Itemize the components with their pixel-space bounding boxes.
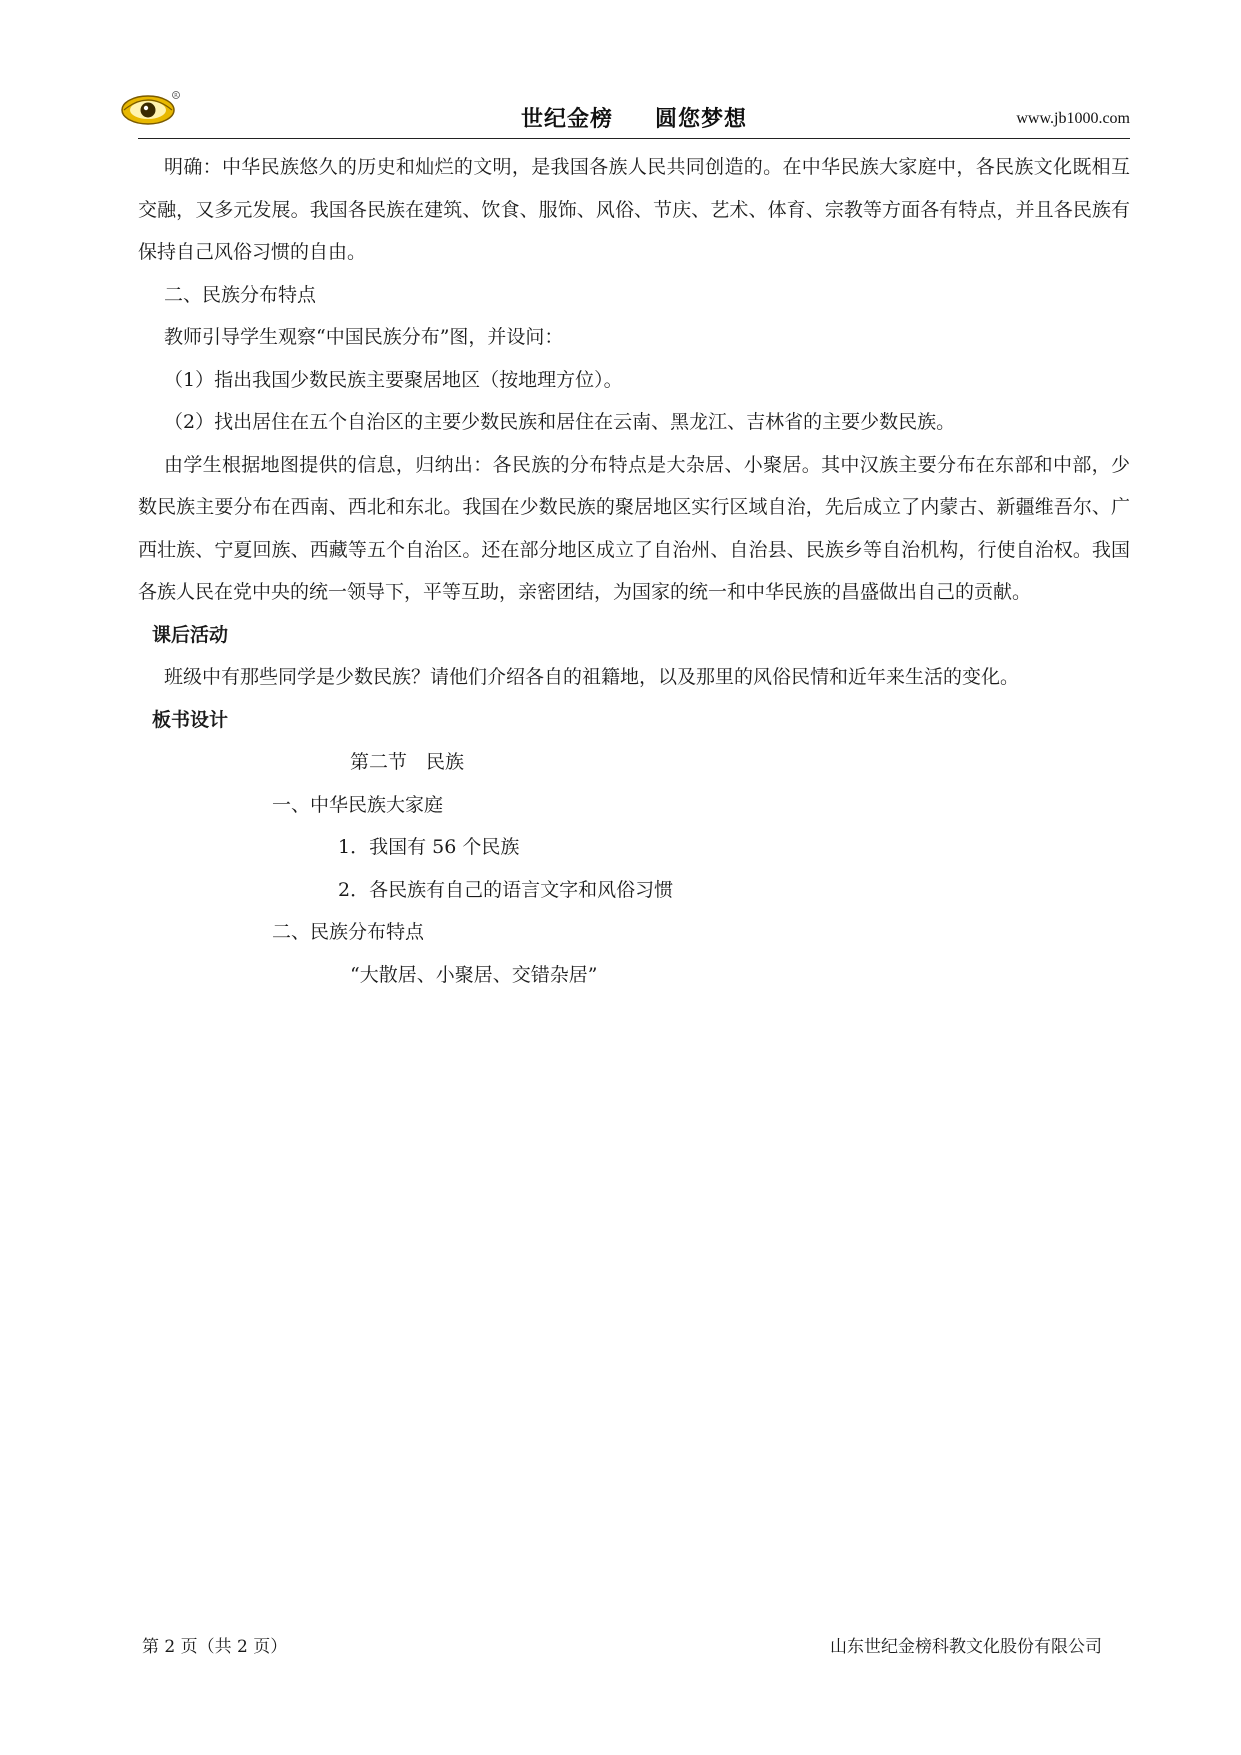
board-item-2: 二、民族分布特点 <box>272 921 425 943</box>
section-2-title: 二、民族分布特点 <box>164 283 317 306</box>
board-item-1: 一、中华民族大家庭 <box>272 793 444 816</box>
footer-page-info: 第 2 页（共 2 页） <box>142 1637 288 1657</box>
board-item-1-1: 1．我国有 56 个民族 <box>338 836 520 858</box>
after-class-heading: 课后活动 <box>152 623 229 646</box>
paragraph-teacher-guide: 教师引导学生观察“中国民族分布”图，并设问： <box>164 326 564 348</box>
header-title-brand: 世纪金榜 <box>520 107 613 132</box>
footer-company: 山东世纪金榜科教文化股份有限公司 <box>830 1637 1102 1657</box>
header-url: www.jb1000.com <box>1016 110 1130 127</box>
board-item-2-1: “大散居、小聚居、交错杂居” <box>350 963 598 986</box>
question-2: （2）找出居住在五个自治区的主要少数民族和居住在云南、黑龙江、吉林省的主要少数民族。 <box>164 411 956 433</box>
question-1: （1）指出我国少数民族主要聚居地区（按地理方位）。 <box>164 368 623 391</box>
paragraph-summary: 由学生根据地图提供的信息，归纳出：各民族的分布特点是大杂居、小聚居。其中汉族主要分布在东部和中部，少数民族主要分布在西南、西北和东北。我国在少数民族的聚居地区实行区域自治，先后成立了内蒙古、新疆维吾尔、广西壮族、宁夏回族、西藏等五个自治区。还在部分地区成立了自治州、自治县、民族乡等自治机构，行使自治权。我国各族人民在党中央的统一领导下，平等互助，亲密团结，为国家的统一和中华民族的昌盛做出自己的贡献。 <box>138 453 1130 603</box>
board-title: 第二节 民族 <box>350 751 465 773</box>
document-body <box>138 146 1130 996</box>
header-title-slogan: 圆您梦想 <box>655 107 748 132</box>
svg-text:R: R <box>174 92 178 99</box>
paragraph-clarify: 明确：中华民族悠久的历史和灿烂的文明，是我国各族人民共同创造的。在中华民族大家庭中，各民族文化既相互交融，又多元发展。我国各民族在建筑、饮食、服饰、风俗、节庆、艺术、体育、宗教等方面各有特点，并且各民族有保持自己风俗习惯的自由。 <box>138 156 1130 263</box>
page-header <box>138 86 1130 139</box>
board-item-1-2: 2．各民族有自己的语言文字和风俗习惯 <box>338 878 674 901</box>
header-title <box>138 102 1130 133</box>
board-design-heading: 板书设计 <box>152 708 229 731</box>
after-class-text: 班级中有那些同学是少数民族？请他们介绍各自的祖籍地，以及那里的风俗民情和近年来生活的变化。 <box>164 666 1020 688</box>
